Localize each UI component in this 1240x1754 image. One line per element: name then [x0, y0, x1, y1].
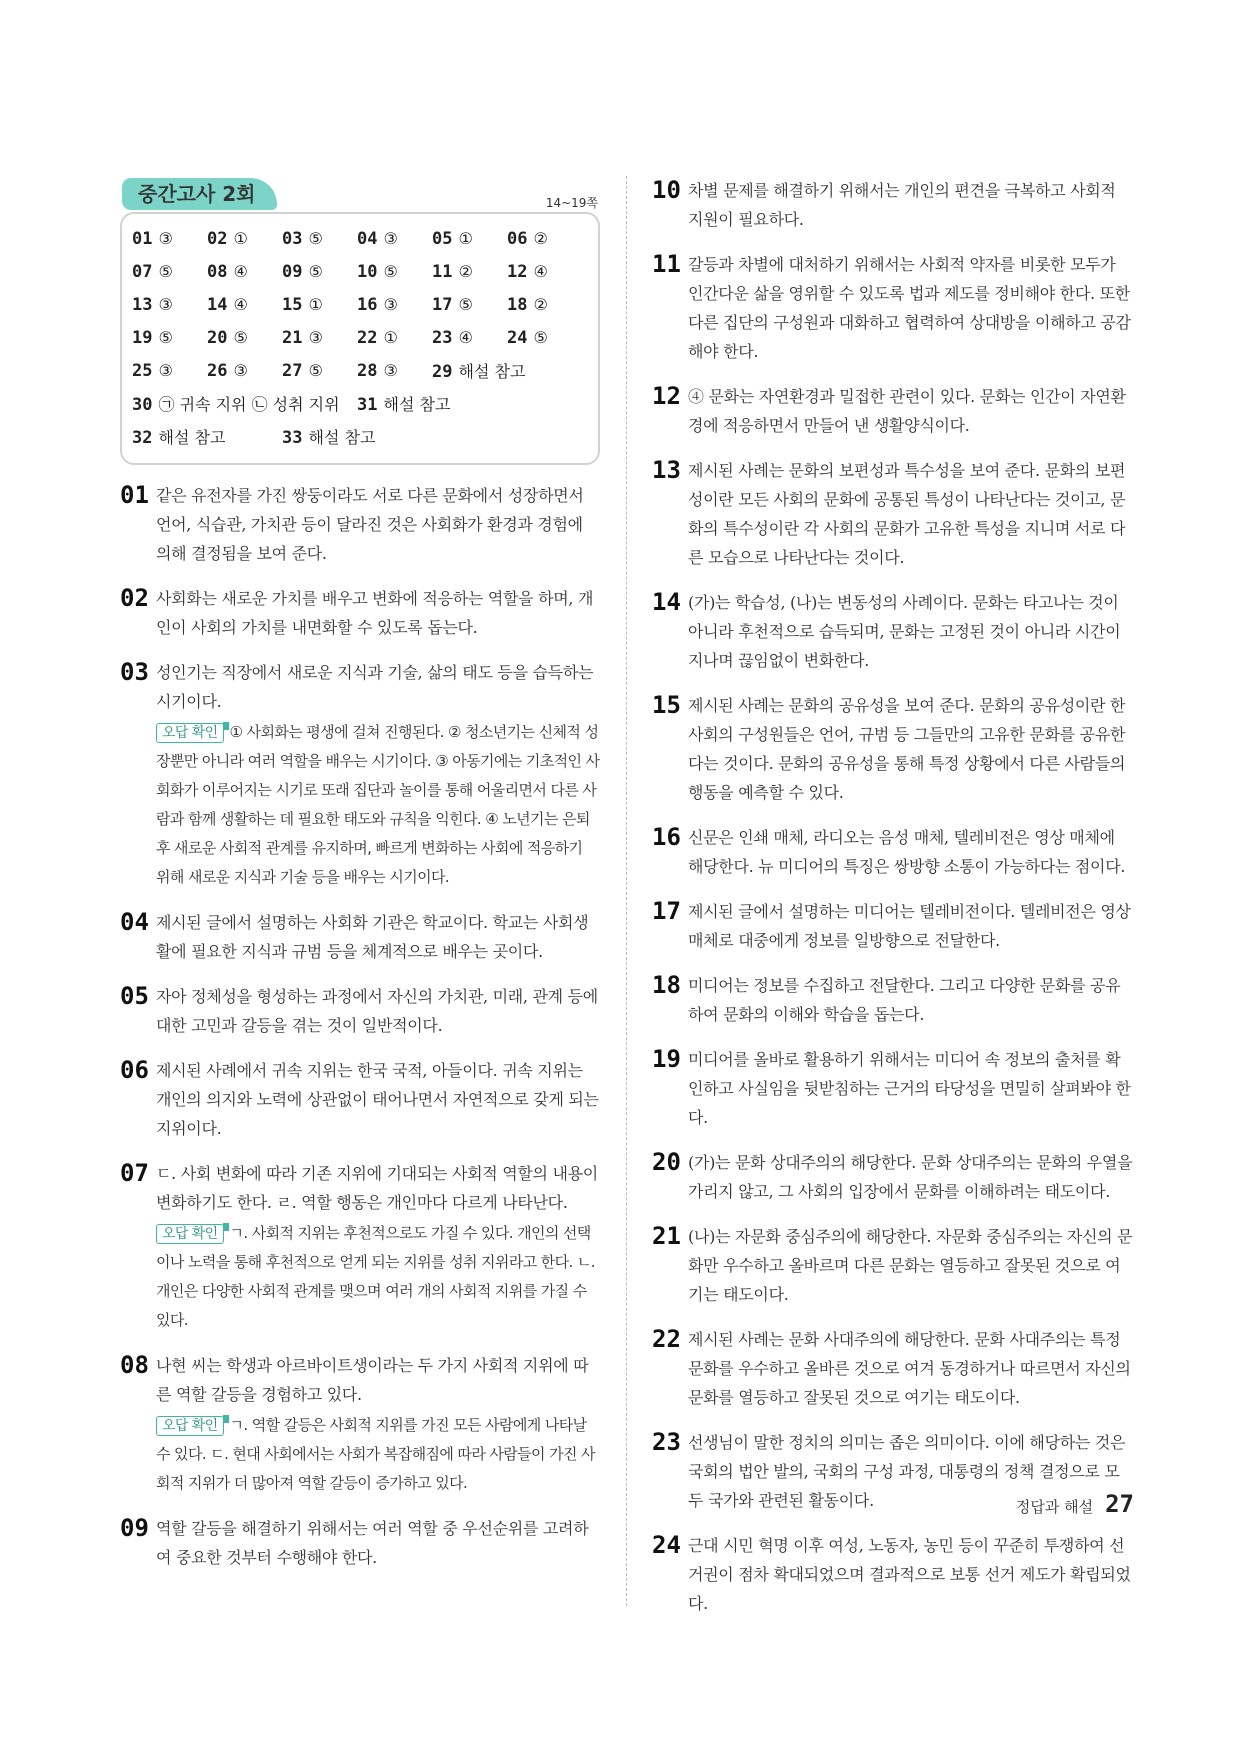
- explanation-text: 미디어는 정보를 수집하고 전달한다. 그리고 다양한 문화를 공유하여 문화의 이해와 학습을 돕는다.: [688, 976, 1121, 1024]
- explanation-item: [652, 456, 1134, 572]
- explanation-item: [652, 1045, 1134, 1132]
- answer-value: ④: [533, 261, 548, 281]
- explanation-text: 사회화는 새로운 가치를 배우고 변화에 적응하는 역할을 하며, 개인이 사회의 가치를 내면화할 수 있도록 돕는다.: [156, 589, 594, 637]
- explanation-item: [120, 908, 600, 966]
- answer-number: 02: [207, 228, 228, 249]
- explanation-text: 제시된 사례는 문화 사대주의에 해당한다. 문화 사대주의는 특정 문화를 우수하고 올바른 것으로 여겨 동경하거나 따르면서 자신의 문화를 열등하고 잘못된 것으로 여기는 태도이다.: [688, 1330, 1131, 1407]
- answer-value: ③: [383, 294, 398, 314]
- question-number: 07: [120, 1159, 149, 1187]
- answer-number: 15: [282, 294, 303, 315]
- explanation-text: 선생님이 말한 정치의 의미는 좁은 의미이다. 이에 해당하는 것은 국회의 법안 발의, 국회의 구성 과정, 대통령의 정책 결정으로 모두 국가와 관련된 활동이다.: [688, 1433, 1126, 1510]
- answer-item: [282, 328, 357, 348]
- answer-item: [132, 328, 207, 348]
- page-range: 14~19쪽: [545, 196, 598, 210]
- answer-number: 17: [432, 294, 453, 315]
- question-number: 01: [120, 481, 149, 509]
- explanation-text: 성인기는 직장에서 새로운 지식과 기술, 삶의 태도 등을 습득하는 시기이다.: [156, 663, 594, 711]
- note-text: ㄱ. 역할 갈등은 사회적 지위를 가진 모든 사람에게 나타날 수 있다. ㄷ. 현대 사회에서는 사회가 복잡해짐에 따라 사람들이 가진 사회적 지위가 더 많아져 역할 갈등이 증가하고 있다.: [156, 1416, 595, 1492]
- answer-row: [132, 420, 588, 453]
- answer-value: ⑤: [458, 294, 473, 314]
- explanation-item: [120, 584, 600, 642]
- answer-item: [507, 262, 582, 282]
- answer-value: ②: [458, 261, 473, 281]
- explanation-text: 제시된 글에서 설명하는 사회화 기관은 학교이다. 학교는 사회생활에 필요한 지식과 규범 등을 체계적으로 배우는 곳이다.: [156, 913, 589, 961]
- explanation-item: [652, 1222, 1134, 1309]
- answer-number: 28: [357, 360, 378, 381]
- left-questions: [120, 481, 600, 1572]
- answer-value: ③: [383, 228, 398, 248]
- answer-number: 11: [432, 261, 453, 282]
- right-column: [652, 176, 1134, 1618]
- answer-value: ①: [233, 228, 248, 248]
- question-number: 05: [120, 982, 149, 1010]
- question-number: 19: [652, 1045, 681, 1073]
- explanation-text: ㄷ. 사회 변화에 따라 기존 지위에 기대되는 사회적 역할의 내용이 변화하기도 한다. ㄹ. 역할 행동은 개인마다 다르게 나타난다.: [156, 1164, 598, 1212]
- question-number: 11: [652, 250, 681, 278]
- answer-number: 08: [207, 261, 228, 282]
- answer-value: ⑤: [533, 327, 548, 347]
- answer-item: [507, 295, 582, 315]
- answer-number: 31: [357, 395, 378, 415]
- question-number: 18: [652, 971, 681, 999]
- answer-number: 27: [282, 360, 303, 381]
- answer-row: [132, 387, 588, 420]
- answer-value: ②: [533, 294, 548, 314]
- question-number: 24: [652, 1531, 681, 1559]
- answer-row: [132, 321, 588, 354]
- answer-number: 18: [507, 294, 528, 315]
- note-text: ㄱ. 사회적 지위는 후천적으로도 가질 수 있다. 개인의 선택이나 노력을 통해 후천적으로 얻게 되는 지위를 성취 지위라고 한다. ㄴ. 개인은 다양한 사회적 관계를 맺으며 여러 개의 사회적 지위를 가질 수 있다.: [156, 1224, 595, 1329]
- explanation-text: 제시된 사례에서 귀속 지위는 한국 국적, 아들이다. 귀속 지위는 개인의 의지와 노력에 상관없이 태어나면서 자연적으로 갖게 되는 지위이다.: [156, 1061, 599, 1138]
- answer-number: 26: [207, 360, 228, 381]
- answer-item: [132, 361, 207, 381]
- answer-item: [357, 295, 432, 315]
- explanation-text: 같은 유전자를 가진 쌍둥이라도 서로 다른 문화에서 성장하면서 언어, 식습관, 가치관 등이 달라진 것은 사회화가 환경과 경험에 의해 결정됨을 보여 준다.: [156, 486, 584, 563]
- answer-value: 해설 참고: [383, 395, 451, 414]
- answer-item: [507, 328, 582, 348]
- answer-number: 01: [132, 228, 153, 249]
- answer-row: [132, 288, 588, 321]
- answer-item: [132, 392, 357, 415]
- explanation-text: 신문은 인쇄 매체, 라디오는 음성 매체, 텔레비전은 영상 매체에 해당한다. 뉴 미디어의 특징은 쌍방향 소통이 가능하다는 점이다.: [688, 828, 1126, 876]
- explanation-text: 갈등과 차별에 대처하기 위해서는 사회적 약자를 비롯한 모두가 인간다운 삶을 영위할 수 있도록 법과 제도를 정비해야 한다. 또한 다른 집단의 구성원과 대화하고 협력하여 상대방을 이해하고 공감해야 한다.: [688, 255, 1131, 361]
- answer-value: ⑤: [308, 228, 323, 248]
- question-number: 03: [120, 658, 149, 686]
- answer-value: ④: [458, 327, 473, 347]
- wrong-answer-badge: 오답 확인: [156, 723, 224, 743]
- answer-number: 21: [282, 327, 303, 348]
- answer-value: 해설 참고: [158, 428, 226, 447]
- wrong-answer-note: [156, 718, 600, 892]
- answer-item: [282, 229, 357, 249]
- explanation-text: 역할 갈등을 해결하기 위해서는 여러 역할 중 우선순위를 고려하여 중요한 것부터 수행해야 한다.: [156, 1519, 589, 1567]
- answer-value: ③: [308, 327, 323, 347]
- answer-item: [357, 361, 432, 381]
- wrong-answer-note: [156, 1219, 600, 1335]
- answer-number: 33: [282, 428, 303, 448]
- answer-key-box: [120, 182, 600, 465]
- column-divider: [626, 176, 627, 1606]
- answer-item: [207, 295, 282, 315]
- explanation-item: [120, 1351, 600, 1498]
- explanation-item: [652, 250, 1134, 366]
- answer-number: 04: [357, 228, 378, 249]
- answer-number: 30: [132, 395, 153, 415]
- answer-value: ③: [158, 294, 173, 314]
- question-number: 16: [652, 823, 681, 851]
- explanation-text: (가)는 학습성, (나)는 변동성의 사례이다. 문화는 타고나는 것이 아니라 후천적으로 습득되며, 문화는 고정된 것이 아니라 시간이 지나며 끊임없이 변화한다.: [688, 593, 1121, 670]
- question-number: 09: [120, 1514, 149, 1542]
- answer-item: [282, 262, 357, 282]
- answer-value: 해설 참고: [308, 428, 376, 447]
- explanation-item: [120, 1056, 600, 1143]
- explanation-item: [120, 1159, 600, 1335]
- explanation-item: [652, 1325, 1134, 1412]
- answer-value: ⑤: [308, 261, 323, 281]
- answer-number: 14: [207, 294, 228, 315]
- explanation-item: [120, 1514, 600, 1572]
- question-number: 12: [652, 382, 681, 410]
- answer-number: 10: [357, 261, 378, 282]
- question-number: 17: [652, 897, 681, 925]
- answer-item: [132, 295, 207, 315]
- explanation-text: 미디어를 올바로 활용하기 위해서는 미디어 속 정보의 출처를 확인하고 사실임을 뒷받침하는 근거의 타당성을 면밀히 살펴봐야 한다.: [688, 1050, 1131, 1127]
- answer-value: ①: [458, 228, 473, 248]
- answer-value: ③: [158, 228, 173, 248]
- answer-item: [207, 361, 282, 381]
- answer-number: 24: [507, 327, 528, 348]
- answer-value: ①: [383, 327, 398, 347]
- explanation-text: 근대 시민 혁명 이후 여성, 노동자, 농민 등이 꾸준히 투쟁하여 선거권이 점차 확대되었으며 결과적으로 보통 선거 제도가 확립되었다.: [688, 1536, 1131, 1613]
- explanation-text: 제시된 사례는 문화의 보편성과 특수성을 보여 준다. 문화의 보편성이란 모든 사회의 문화에 공통된 특성이 나타난다는 것이고, 문화의 특수성이란 각 사회의 문화가 고유한 특성을 지니며 서로 다른 모습으로 나타난다는 것이다.: [688, 461, 1126, 567]
- answer-number: 03: [282, 228, 303, 249]
- answer-number: 13: [132, 294, 153, 315]
- answer-value: ⑤: [158, 327, 173, 347]
- question-number: 22: [652, 1325, 681, 1353]
- explanation-text: (가)는 문화 상대주의의 해당한다. 문화 상대주의는 문화의 우열을 가리지 않고, 그 사회의 입장에서 문화를 이해하려는 태도이다.: [688, 1153, 1133, 1201]
- answer-value: ③: [158, 360, 173, 380]
- right-questions: [652, 176, 1134, 1618]
- answer-number: 05: [432, 228, 453, 249]
- explanation-text: 차별 문제를 해결하기 위해서는 개인의 편견을 극복하고 사회적 지원이 필요하다.: [688, 181, 1116, 229]
- answer-value: ⑤: [233, 327, 248, 347]
- question-number: 04: [120, 908, 149, 936]
- answer-number: 22: [357, 327, 378, 348]
- explanation-text: 자아 정체성을 형성하는 과정에서 자신의 가치관, 미래, 관계 등에 대한 고민과 갈등을 겪는 것이 일반적이다.: [156, 987, 598, 1035]
- answer-value: ⑤: [383, 261, 398, 281]
- question-number: 13: [652, 456, 681, 484]
- answer-item: [132, 262, 207, 282]
- explanation-text: (나)는 자문화 중심주의에 해당한다. 자문화 중심주의는 자신의 문화만 우수하고 올바르며 다른 문화는 열등하고 잘못된 것으로 여기는 태도이다.: [688, 1227, 1133, 1304]
- answer-number: 19: [132, 327, 153, 348]
- answer-value: 해설 참고: [458, 362, 526, 381]
- explanation-text: 제시된 사례는 문화의 공유성을 보여 준다. 문화의 공유성이란 한 사회의 구성원들은 언어, 규범 등 그들만의 고유한 문화를 공유한다는 것이다. 문화의 공유성을 통해 특정 상황에서 다른 사람들의 행동을 예측할 수 있다.: [688, 696, 1126, 802]
- answer-item: [432, 359, 526, 382]
- explanation-item: [120, 481, 600, 568]
- answer-item: [207, 328, 282, 348]
- answer-number: 06: [507, 228, 528, 249]
- question-number: 02: [120, 584, 149, 612]
- answer-item: [357, 229, 432, 249]
- answer-number: 16: [357, 294, 378, 315]
- question-number: 15: [652, 691, 681, 719]
- answer-item: [357, 392, 451, 415]
- answer-grid: [132, 222, 588, 453]
- answer-number: 09: [282, 261, 303, 282]
- answer-item: [282, 425, 432, 448]
- answer-value: ②: [533, 228, 548, 248]
- footer-label: 정답과 해설: [1015, 1498, 1094, 1516]
- exam-title: 중간고사 2회: [122, 178, 277, 210]
- answer-value: ④: [233, 294, 248, 314]
- explanation-item: [652, 971, 1134, 1029]
- wrong-answer-badge: 오답 확인: [156, 1416, 224, 1436]
- question-number: 10: [652, 176, 681, 204]
- explanation-item: [652, 176, 1134, 234]
- answer-number: 32: [132, 428, 153, 448]
- question-number: 14: [652, 588, 681, 616]
- answer-number: 25: [132, 360, 153, 381]
- answer-number: 23: [432, 327, 453, 348]
- answer-value: ⑤: [308, 360, 323, 380]
- answer-value: ④: [233, 261, 248, 281]
- answer-item: [132, 229, 207, 249]
- note-text: ① 사회화는 평생에 걸쳐 진행된다. ② 청소년기는 신체적 성장뿐만 아니라 여러 역할을 배우는 시기이다. ③ 아동기에는 기초적인 사회화가 이루어지는 시기로 또래 집단과 놀이를 통해 어울리면서 다른 사람과 함께 생활하는 데 필요한 태도와 규칙을 익힌다. ④ 노년기는 은퇴 후 새로운 사회적 관계를 유지하며, 빠르게 변화하는 사회에 적응하기 위해 새로운 지식과 기술 등을 배우는 시기이다.: [156, 723, 600, 886]
- answer-value: ㉠ 귀속 지위 ㉡ 성취 지위: [158, 395, 340, 414]
- explanation-item: [120, 982, 600, 1040]
- answer-item: [282, 361, 357, 381]
- page-number: 27: [1105, 1490, 1134, 1518]
- explanation-item: [652, 382, 1134, 440]
- page-footer: [1016, 1490, 1134, 1518]
- answer-value: ⑤: [158, 261, 173, 281]
- explanation-item: [652, 1531, 1134, 1618]
- answer-item: [432, 262, 507, 282]
- explanation-item: [652, 823, 1134, 881]
- explanation-text: 나현 씨는 학생과 아르바이트생이라는 두 가지 사회적 지위에 따른 역할 갈등을 경험하고 있다.: [156, 1356, 589, 1404]
- explanation-item: [652, 897, 1134, 955]
- answer-number: 29: [432, 362, 453, 382]
- question-number: 23: [652, 1428, 681, 1456]
- answer-item: [357, 262, 432, 282]
- explanation-item: [652, 691, 1134, 807]
- answer-row: [132, 222, 588, 255]
- answer-item: [507, 229, 582, 249]
- answer-row: [132, 354, 588, 387]
- answer-number: 20: [207, 327, 228, 348]
- answer-item: [432, 328, 507, 348]
- answer-number: 12: [507, 261, 528, 282]
- question-number: 20: [652, 1148, 681, 1176]
- answer-row: [132, 255, 588, 288]
- left-column: [120, 176, 600, 1572]
- question-number: 21: [652, 1222, 681, 1250]
- answer-number: 07: [132, 261, 153, 282]
- wrong-answer-note: [156, 1411, 600, 1498]
- answer-value: ③: [233, 360, 248, 380]
- answer-value: ①: [308, 294, 323, 314]
- question-number: 06: [120, 1056, 149, 1084]
- answer-item: [282, 295, 357, 315]
- explanation-text: ④ 문화는 자연환경과 밀접한 관련이 있다. 문화는 인간이 자연환경에 적응하면서 만들어 낸 생활양식이다.: [688, 387, 1126, 435]
- wrong-answer-badge: 오답 확인: [156, 1224, 224, 1244]
- explanation-item: [120, 658, 600, 892]
- explanation-text: 제시된 글에서 설명하는 미디어는 텔레비전이다. 텔레비전은 영상 매체로 대중에게 정보를 일방향으로 전달한다.: [688, 902, 1131, 950]
- answer-item: [432, 295, 507, 315]
- answer-item: [207, 229, 282, 249]
- explanation-item: [652, 588, 1134, 675]
- answer-item: [357, 328, 432, 348]
- explanation-item: [652, 1148, 1134, 1206]
- question-number: 08: [120, 1351, 149, 1379]
- answer-value: ③: [383, 360, 398, 380]
- answer-item: [207, 262, 282, 282]
- answer-item: [432, 229, 507, 249]
- answer-item: [132, 425, 282, 448]
